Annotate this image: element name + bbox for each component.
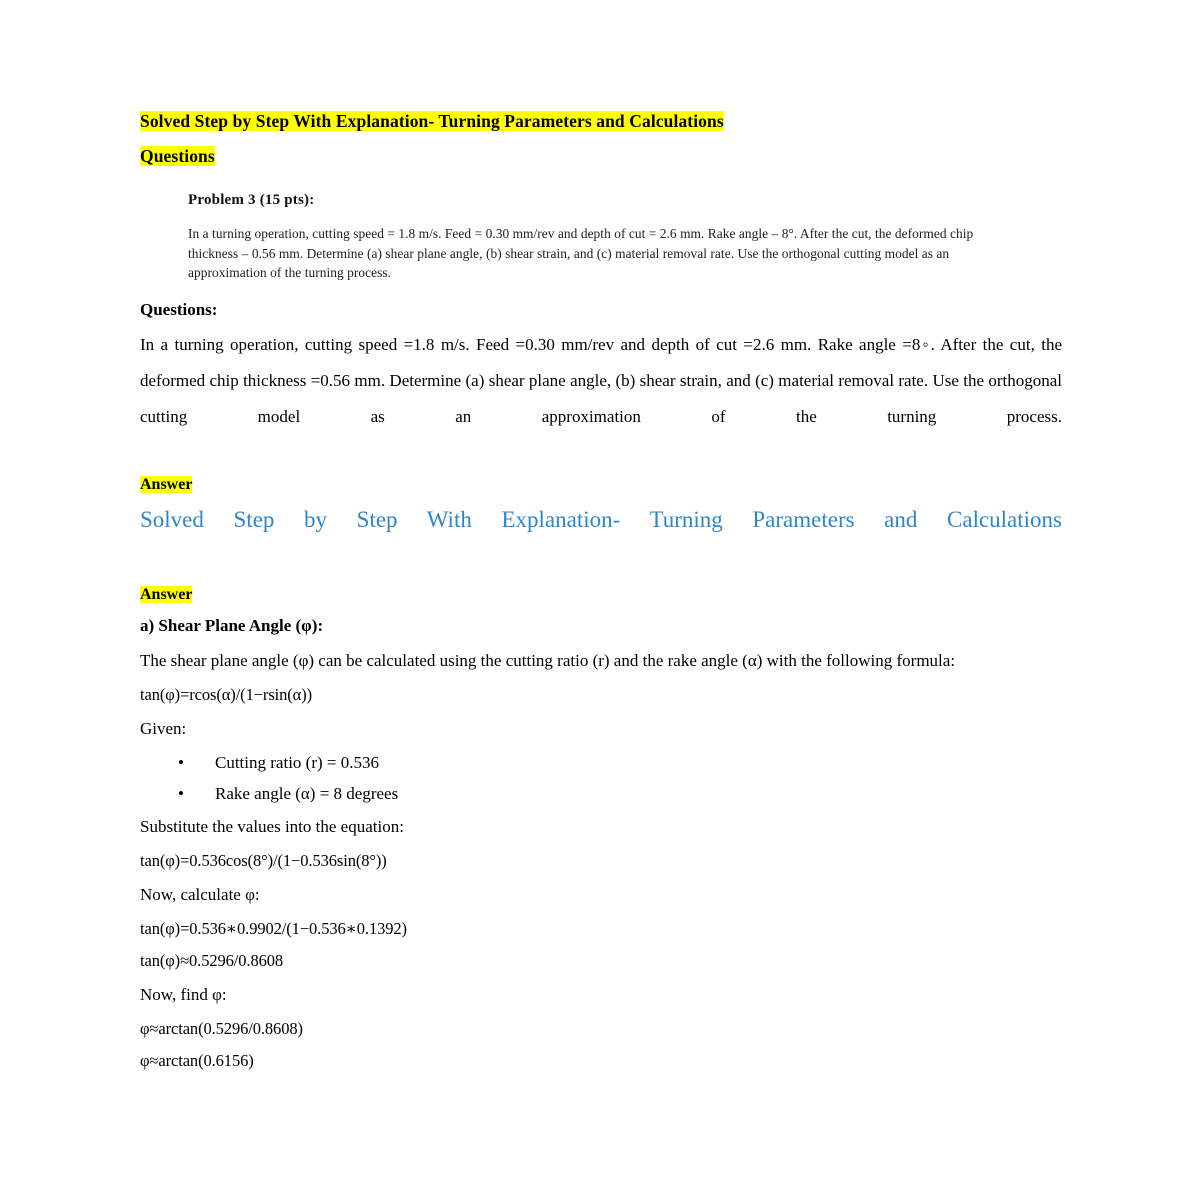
formula-ratio: tan(φ)≈0.5296/0.8608: [140, 950, 284, 970]
formula-substituted: tan(φ)=0.536cos(8°)/(1−0.536sin(8°)): [140, 850, 387, 870]
given-label: Given:: [140, 718, 187, 738]
now-find-label: Now, find φ:: [140, 984, 227, 1004]
formula-arctan-value: φ≈arctan(0.6156): [140, 1050, 254, 1070]
section-a-heading: a) Shear Plane Angle (φ):: [140, 615, 324, 635]
questions-body: In a turning operation, cutting speed =1.8 m/s. Feed =0.30 mm/rev and depth of cut =2.6 mm. Rake angle =8◦. After the cut, the deformed chip thickness =0.56 mm. Determine (a) shear plane angle, (b) shear strain, and (c) material removal rate. Use the orthogonal cutting model as an approximation of the turning process.: [140, 334, 1062, 426]
formula-general: tan(φ)=rcos(α)/(1−rsin(α)): [140, 684, 313, 704]
substitute-label: Substitute the values into the equation:: [140, 816, 404, 836]
section-a-intro: The shear plane angle (φ) can be calculated using the cutting ratio (r) and the rake angle (α) with the following formula:: [140, 650, 956, 670]
list-item: [140, 778, 1062, 809]
problem-heading: Problem 3 (15 pts):: [188, 192, 315, 208]
problem-body-text: In a turning operation, cutting speed = 1.8 m/s. Feed = 0.30 mm/rev and depth of cut = 2.6 mm. Rake angle – 8°. After the cut, the deformed chip thickness – 0.56 mm. Determine (a) shear plane angle, (b) shear strain, and (c) material removal rate. Use the orthogonal cutting model as an approximation of the turning process.: [188, 226, 974, 280]
highlight-answer-1: Answer: [140, 475, 193, 493]
given-list: [140, 747, 1062, 809]
document-title-line-1: [140, 104, 1062, 139]
given-item-cutting-ratio: Cutting ratio (r) = 0.536: [215, 752, 379, 772]
formula-arctan-ratio: φ≈arctan(0.5296/0.8608): [140, 1018, 303, 1038]
document-content: [140, 104, 1062, 1077]
bullet-icon: •: [178, 783, 184, 803]
highlight-answer-2: Answer: [140, 585, 193, 603]
highlight-title-2: Questions: [140, 146, 215, 166]
blue-solved-heading: Solved Step by Step With Explanation- Turning Parameters and Calculations: [140, 506, 1062, 532]
document-title-line-2: [140, 139, 1062, 174]
questions-heading: Questions:: [140, 299, 218, 319]
problem-statement-block: [188, 190, 1006, 283]
highlight-title-1: Solved Step by Step With Explanation- Turning Parameters and Calculations: [140, 111, 724, 131]
formula-numeric: tan(φ)=0.536∗0.9902/(1−0.536∗0.1392): [140, 918, 407, 938]
given-item-rake-angle: Rake angle (α) = 8 degrees: [215, 783, 399, 803]
answer-label-second: [140, 581, 1062, 609]
answer-label-first: [140, 471, 1062, 499]
list-item: [140, 747, 1062, 778]
now-calculate-label: Now, calculate φ:: [140, 884, 260, 904]
bullet-icon: •: [178, 752, 184, 772]
